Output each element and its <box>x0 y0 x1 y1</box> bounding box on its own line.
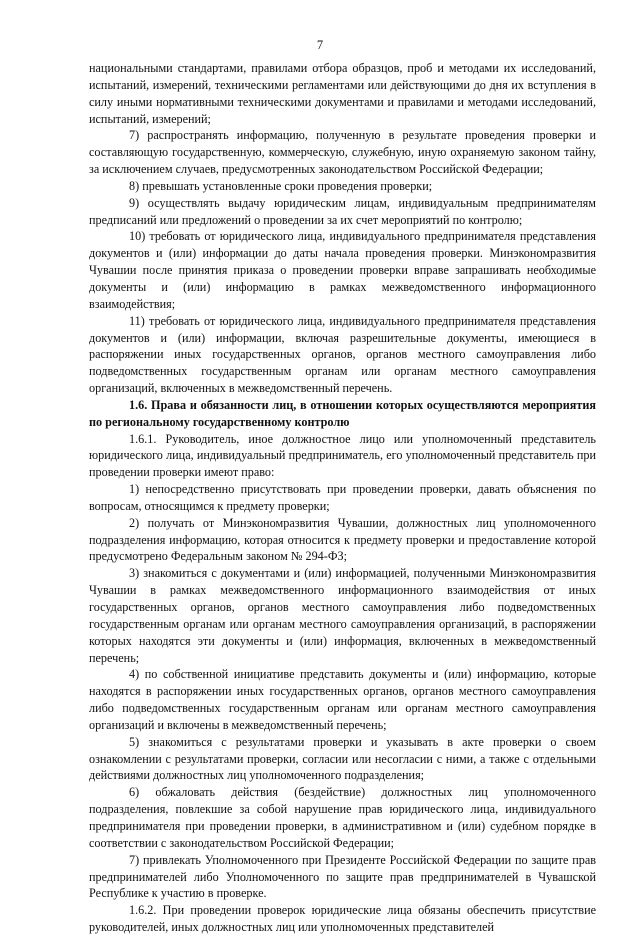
list-item-8: 8) превышать установленные сроки проведения проверки; <box>129 178 433 193</box>
right-item-5: 5) знакомиться с результатами проверки и указывать в акте проверки о своем ознакомлении с результатами проверки, согласии или несогласии с ними, а также с отдельными действиями должностных лиц уполномоченного подразделения; <box>89 734 596 783</box>
list-item-9: 9) осуществлять выдачу юридическим лицам, индивидуальным предпринимателям предписаний или предложений о проведении за их счет мероприятий по контролю; <box>89 195 596 227</box>
list-item-11: 11) требовать от юридического лица, индивидуального предпринимателя представления документов и (или) информации, включая разрешительные документы, имеющиеся в распоряжении иных государственных органов, органов местного самоуправления либо подведомственных государственным органам или органам местного самоуправления организаций, включенных в межведомственный перечень. <box>89 313 596 396</box>
right-item-3: 3) знакомиться с документами и (или) информацией, полученными Минэкономразвития Чувашии в рамках межведомственного информационного взаимодействия от иных государственных органов, органов местного самоуправления либо подведомственных государственным органам или органам местного самоуправления организаций, в распоряжении которых находятся эти документы и (или) информация, включенных в межведомственный перечень; <box>89 566 596 665</box>
clause-1-6-1: 1.6.1. Руководитель, иное должностное лицо или уполномоченный представитель юридического лица, индивидуальный предприниматель, его уполномоченный представитель при проведении проверки имеют право: <box>89 431 596 480</box>
right-item-4: 4) по собственной инициативе представить документы и (или) информацию, которые находятся в распоряжении иных государственных органов, органов местного самоуправления либо подведомственных государственным органам или органам местного самоуправления организаций и включены в межведомственный перечень; <box>89 667 596 732</box>
list-item-10: 10) требовать от юридического лица, индивидуального предпринимателя представления документов и (или) информации до даты начала проведения проверки. Минэкономразвития Чувашии после принятия приказа о проведении проверки вправе запрашивать необходимые документы и (или) информацию в рамках межведомственного информационного взаимодействия; <box>89 229 596 311</box>
list-item-7: 7) распространять информацию, полученную в результате проведения проверки и составляющую государственную, коммерческую, служебную, иную охраняемую законом тайну, за исключением случаев, предусмотренных законодательством Российской Федерации; <box>89 128 596 177</box>
paragraph-continuation: национальными стандартами, правилами отбора образцов, проб и методами их исследований, испытаний, измерений, техническими регламентами или действующими до дня их вступления в силу иными нормативными техническими документами и правилами и методами исследований, испытаний, измерений; <box>89 61 596 126</box>
clause-1-6-2: 1.6.2. При проведении проверок юридические лица обязаны обеспечить присутствие руководителей, иных должностных лиц или уполномоченных представителей <box>89 903 596 935</box>
right-item-1: 1) непосредственно присутствовать при проведении проверки, давать объяснения по вопросам, относящимся к предмету проверки; <box>89 482 596 513</box>
right-item-7: 7) привлекать Уполномоченного при Президенте Российской Федерации по защите прав предпринимателей либо Уполномоченного по защите прав предпринимателей в Чувашской Республике к участию в проверке. <box>89 852 596 901</box>
right-item-6: 6) обжаловать действия (бездействие) должностных лиц уполномоченного подразделения, повлекшие за собой нарушение прав юридического лица, индивидуального предпринимателя при проведении проверки, в административном и (или) судебном порядке в соответствии с законодательством Российской Федерации; <box>89 785 596 850</box>
section-heading-1-6: 1.6. Права и обязанности лиц, в отношении которых осуществляются мероприятия по региональному государственному контролю <box>89 397 596 429</box>
document-body <box>89 60 596 936</box>
page-number: 7 <box>316 38 324 52</box>
right-item-2: 2) получать от Минэкономразвития Чувашии, должностных лиц уполномоченного подразделения информацию, которая относится к предмету проверки и предоставление которой предусмотрено Федеральным законом № 294-ФЗ; <box>89 515 596 564</box>
